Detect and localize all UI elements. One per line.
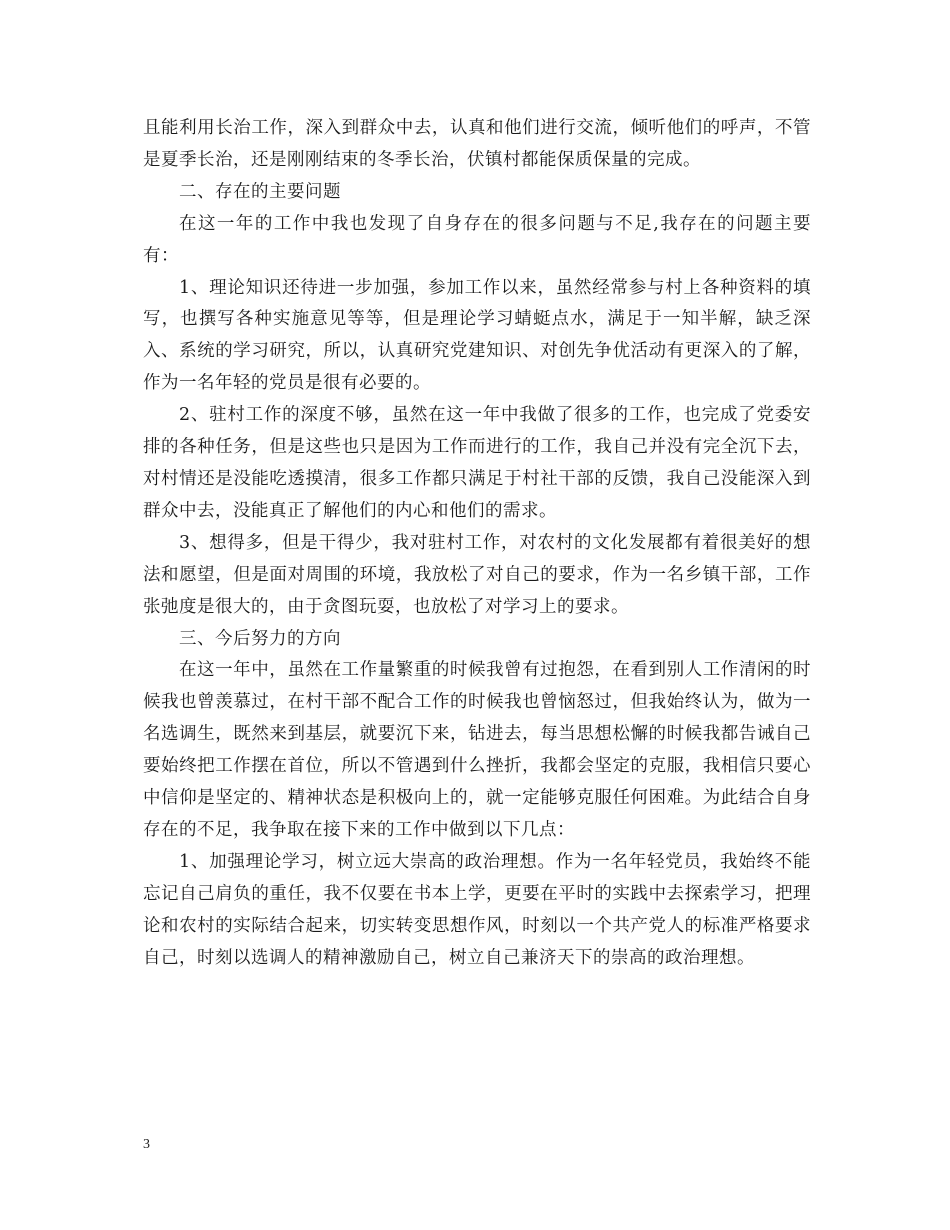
paragraph-future-intro: 在这一年中，虽然在工作量繁重的时候我曾有过抱怨，在看到别人工作清闲的时候我也曾羡慕过，在村干部不配合工作的时候我也曾恼怒过，但我始终认为，做为一名选调生，既然来到基层，就要沉下来，钻进去，每当思想松懈的时候我都告诫自己要始终把工作摆在首位，所以不管遇到什么挫折，我都会坚定的克服，我相信只要心中信仰是坚定的、精神状态是积极向上的，就一定能够克服任何困难。为此结合自身存在的不足，我争取在接下来的工作中做到以下几点： xyxy=(143,660,811,840)
paragraph-continuation: 且能利用长治工作，深入到群众中去，认真和他们进行交流，倾听他们的呼声，不管是夏季长治，还是刚刚结束的冬季长治，伏镇村都能保质保量的完成。 xyxy=(143,118,811,170)
section-heading-future-direction: 三、今后努力的方向 xyxy=(179,628,341,649)
paragraph-problem-1: 1、理论知识还待进一步加强，参加工作以来，虽然经常参与村上各种资料的填写，也撰写各种实施意见等等，但是理论学习蜻蜓点水，满足于一知半解，缺乏深入、系统的学习研究，所以，认真研究党建知识、对创先争优活动有更深入的了解，作为一名年轻的党员是很有必要的。 xyxy=(143,277,811,394)
paragraph-future-point-1: 1、加强理论学习，树立远大崇高的政治理想。作为一名年轻党员，我始终不能忘记自己肩负的重任，我不仅要在书本上学，更要在平时的实践中去探索学习，把理论和农村的实际结合起来，切实转变思想作风，时刻以一个共产党人的标准严格要求自己，时刻以选调人的精神激励自己，树立自己兼济天下的崇高的政治理想。 xyxy=(143,851,811,968)
paragraph-problem-3: 3、想得多，但是干得少，我对驻村工作，对农村的文化发展都有着很美好的想法和愿望，但是面对周围的环境，我放松了对自己的要求，作为一名乡镇干部，工作张弛度是很大的，由于贪图玩耍，也放松了对学习上的要求。 xyxy=(143,532,811,617)
paragraph-problems-intro: 在这一年的工作中我也发现了自身存在的很多问题与不足,我存在的问题主要有： xyxy=(143,213,811,266)
paragraph-problem-2: 2、驻村工作的深度不够，虽然在这一年中我做了很多的工作，也完成了党委安排的各种任务，但是这些也只是因为工作而进行的工作，我自己并没有完全沉下去，对村情还是没能吃透摸清，很多工作都只满足于村社干部的反馈，我自己没能深入到群众中去，没能真正了解他们的内心和他们的需求。 xyxy=(143,405,811,521)
document-body xyxy=(143,113,811,974)
page-number: 3 xyxy=(143,1137,150,1152)
section-heading-main-problems: 二、存在的主要问题 xyxy=(179,181,341,202)
